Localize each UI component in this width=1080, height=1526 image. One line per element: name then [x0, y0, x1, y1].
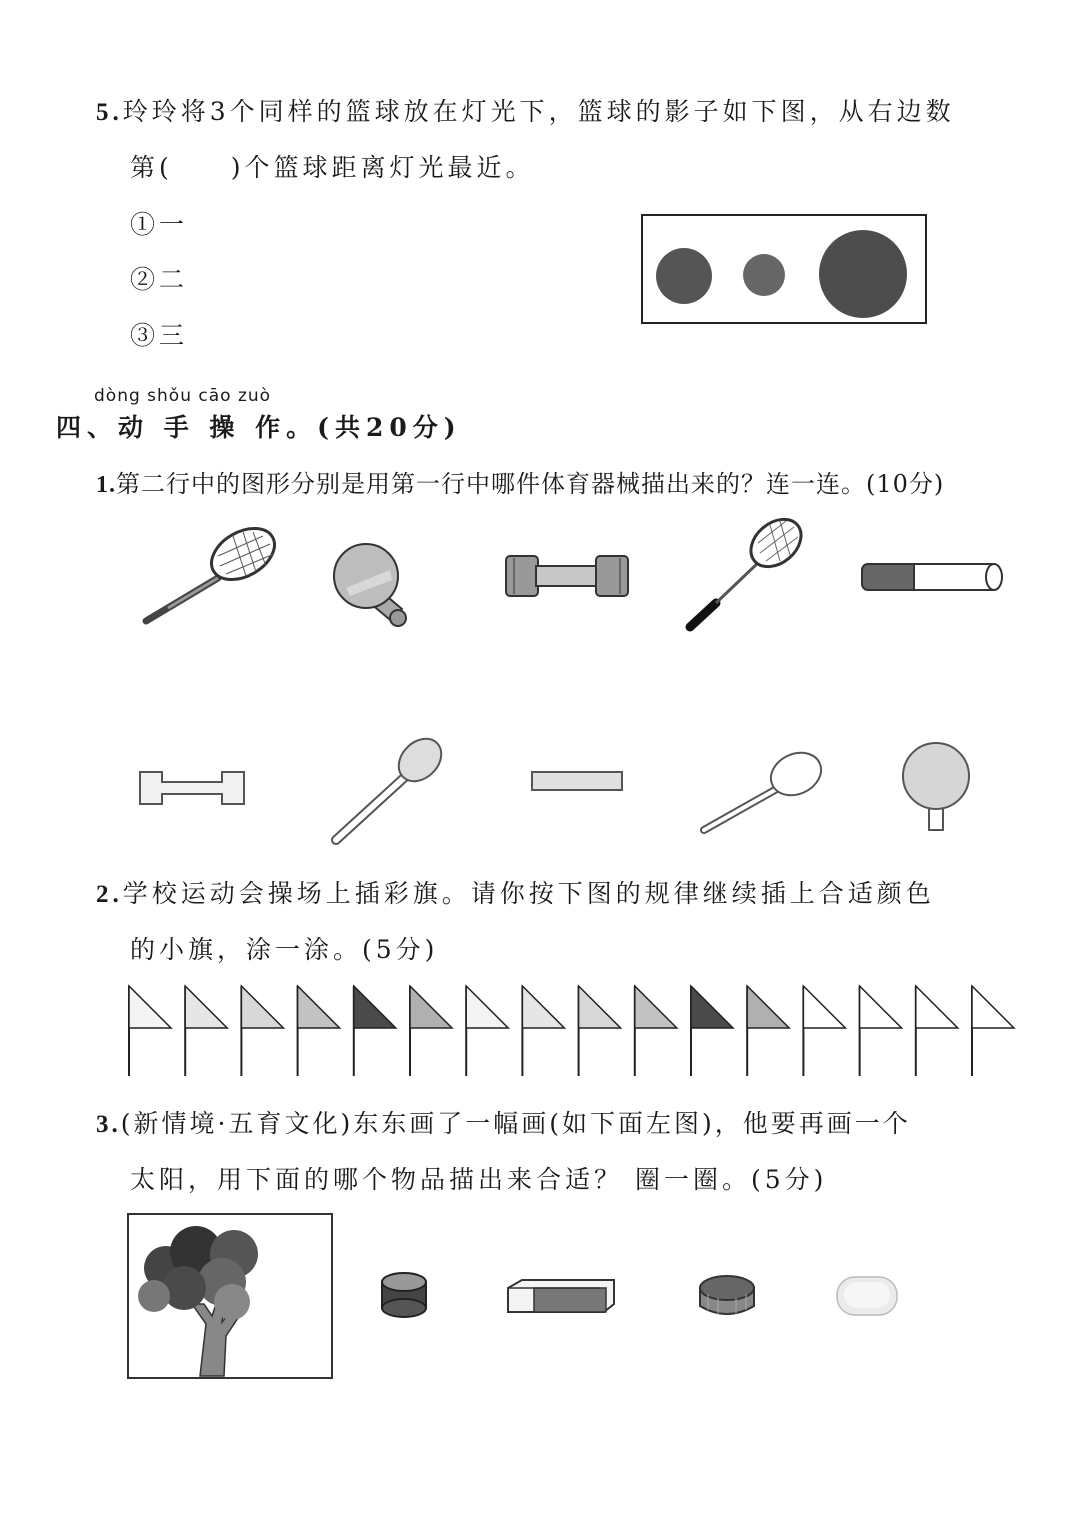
flag-7 [466, 986, 508, 1076]
rolling-pin-icon[interactable] [858, 560, 1008, 594]
q5-line2-before: 第( [130, 153, 173, 182]
flag-6 [410, 986, 452, 1076]
flag-16[interactable] [972, 986, 1014, 1076]
q1-line [96, 464, 944, 499]
racket-outline-oval-icon[interactable] [696, 746, 826, 838]
section4-title: 四、动 手 操 作。(共20分) [56, 413, 462, 442]
basketball-shadows-figure [640, 213, 928, 327]
section4-pinyin: dòng shǒu cāo zuò [94, 386, 272, 406]
flag-1 [129, 986, 171, 1076]
flag-cloth [410, 986, 452, 1028]
flag-cloth [691, 986, 733, 1028]
flag-cloth [972, 986, 1014, 1028]
eraser-icon[interactable] [504, 1276, 620, 1316]
q1-text: 第二行中的图形分别是用第一行中哪件体育器械描出来的？连一连。(10分) [116, 470, 945, 498]
flag-13[interactable] [803, 986, 845, 1076]
flag-cloth [860, 986, 902, 1028]
bar-outline-icon[interactable] [530, 770, 624, 792]
q2-text: 学校运动会操场上插彩旗。请你按下图的规律继续插上合适颜色 [122, 879, 935, 908]
flag-3 [241, 986, 283, 1076]
flag-row [126, 984, 1026, 1078]
shadow-ball-left [656, 248, 712, 304]
flag-11 [691, 986, 733, 1076]
flag-cloth [635, 986, 677, 1028]
tape-roll-icon[interactable] [378, 1268, 430, 1320]
flag-cloth [522, 986, 564, 1028]
q3-line1 [96, 1104, 911, 1140]
tree-drawing-figure [126, 1212, 336, 1382]
shadow-ball-middle [743, 254, 785, 296]
dumbbell-outline-icon[interactable] [136, 768, 248, 808]
racket-outline-long-icon[interactable] [326, 730, 448, 848]
q5-number: 5. [96, 99, 123, 126]
flag-4 [298, 986, 340, 1076]
q2-line1 [96, 874, 935, 910]
flag-15[interactable] [916, 986, 958, 1076]
tennis-racket-icon[interactable] [680, 515, 810, 637]
flag-cloth [916, 986, 958, 1028]
flag-5 [354, 986, 396, 1076]
flag-cloth [298, 986, 340, 1028]
paddle-outline-icon[interactable] [900, 740, 972, 832]
ping-pong-paddle-icon[interactable] [330, 540, 415, 630]
mooncake-icon[interactable] [696, 1270, 758, 1320]
flag-2 [185, 986, 227, 1076]
flag-9 [579, 986, 621, 1076]
flag-cloth [747, 986, 789, 1028]
q5-line2 [130, 148, 535, 184]
q5-option-1[interactable]: ①一 [130, 210, 189, 239]
flag-cloth [185, 986, 227, 1028]
badminton-racket-icon[interactable] [138, 526, 283, 631]
q5-line2-after: )个篮球距离灯光最近。 [230, 153, 535, 182]
flag-12 [747, 986, 789, 1076]
dumbbell-icon[interactable] [502, 550, 632, 602]
q3-line2: 太阳，用下面的哪个物品描出来合适？ 圈一圈。(5分) [130, 1165, 828, 1194]
q3-number: 3. [96, 1111, 121, 1138]
q2-number: 2. [96, 881, 123, 908]
flag-cloth [241, 986, 283, 1028]
soap-icon[interactable] [834, 1274, 900, 1318]
flag-14[interactable] [860, 986, 902, 1076]
q1-number: 1. [96, 472, 116, 498]
flag-8 [522, 986, 564, 1076]
flag-cloth [354, 986, 396, 1028]
flag-cloth [579, 986, 621, 1028]
flag-cloth [129, 986, 171, 1028]
flag-cloth [466, 986, 508, 1028]
q5-line1 [96, 92, 955, 128]
shadow-ball-right [819, 230, 907, 318]
flag-10 [635, 986, 677, 1076]
q2-line2: 的小旗，涂一涂。(5分) [130, 935, 439, 964]
q5-text: 玲玲将3个同样的篮球放在灯光下，篮球的影子如下图，从右边数 [122, 97, 955, 126]
q3-text: (新情境·五育文化)东东画了一幅画(如下面左图)，他要再画一个 [120, 1109, 911, 1138]
flag-cloth [803, 986, 845, 1028]
q5-option-2[interactable]: ②二 [130, 265, 189, 294]
q5-option-3[interactable]: ③三 [130, 321, 189, 350]
